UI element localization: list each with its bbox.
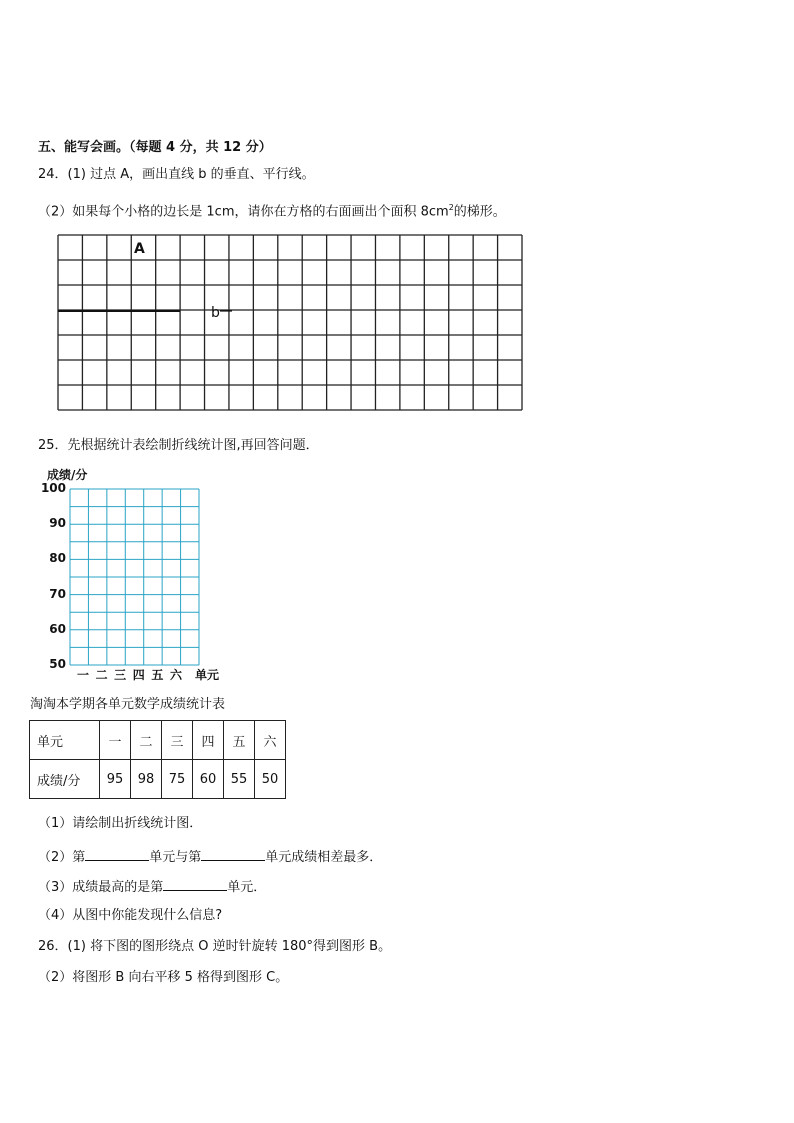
q26-part2: （2）将图形 B 向右平移 5 格得到图形 C。	[38, 970, 289, 985]
table-cell: 四	[193, 721, 224, 760]
q25-sub2-b: 单元与第	[149, 850, 202, 865]
table-cell: 95	[100, 760, 131, 799]
table-row-header: 单元	[30, 721, 100, 760]
table-cell: 二	[131, 721, 162, 760]
q24-part1: 24．(1) 过点 A，画出直线 b 的垂直、平行线。	[38, 167, 315, 182]
table-row	[30, 721, 286, 760]
section-heading: 五、能写会画。（每题 4 分，共 12 分）	[38, 140, 272, 155]
table-row	[30, 760, 286, 799]
q25-sub2	[38, 846, 382, 867]
q25-sub3-b: 单元．	[227, 880, 267, 895]
q24-part2-post: 的梯形。	[453, 204, 506, 220]
table-cell: 75	[162, 760, 193, 799]
y-tick-label: 90	[49, 516, 66, 531]
x-tick-label: 五	[151, 668, 164, 682]
x-tick-label: 二	[95, 668, 108, 682]
x-tick-label: 一	[76, 668, 89, 682]
q26-part1: 26．(1) 将下图的图形绕点 O 逆时针旋转 180°得到图形 B。	[38, 939, 392, 954]
point-a-label: A	[134, 241, 145, 257]
score-table	[29, 720, 286, 799]
table-cell: 六	[255, 721, 286, 760]
q25-sub2-c: 单元成绩相差最多．	[265, 850, 383, 865]
y-tick-label: 60	[49, 621, 66, 636]
q25-intro: 25．先根据统计表绘制折线统计图,再回答问题．	[38, 438, 319, 453]
answer-blank[interactable]	[201, 846, 265, 861]
line-b-label: b	[211, 305, 220, 321]
q25-sub2-a: （2）第	[38, 850, 86, 865]
answer-blank[interactable]	[85, 846, 149, 861]
q25-sub4: （4）从图中你能发现什么信息?	[38, 908, 223, 923]
table-cell: 98	[131, 760, 162, 799]
table-cell: 55	[224, 760, 255, 799]
table-row-header: 成绩/分	[30, 760, 100, 799]
q24-part2-sup: 2	[448, 203, 454, 212]
table-cell: 五	[224, 721, 255, 760]
table-cell: 50	[255, 760, 286, 799]
q24-part2-pre: （2）如果每个小格的边长是 1cm，请你在方格的右面画出个面积 8cm	[38, 204, 449, 220]
table-cell: 一	[100, 721, 131, 760]
table-cell: 三	[162, 721, 193, 760]
q25-sub3	[38, 876, 266, 897]
table-caption: 淘淘本学期各单元数学成绩统计表	[30, 697, 226, 712]
table-cell: 60	[193, 760, 224, 799]
q25-sub1: （1）请绘制出折线统计图．	[38, 816, 203, 831]
q25-sub3-a: （3）成绩最高的是第	[38, 880, 164, 895]
x-tick-label: 三	[114, 668, 127, 682]
x-tick-label: 六	[169, 668, 182, 682]
chart-y-axis-label: 成绩/分	[47, 468, 88, 482]
y-tick-label: 80	[49, 551, 66, 566]
x-tick-label: 四	[132, 668, 145, 682]
y-tick-label: 50	[49, 657, 66, 671]
answer-blank[interactable]	[163, 876, 227, 891]
y-tick-label: 100	[40, 481, 66, 495]
chart-x-axis-label: 单元	[195, 668, 220, 682]
y-tick-label: 70	[49, 586, 66, 601]
